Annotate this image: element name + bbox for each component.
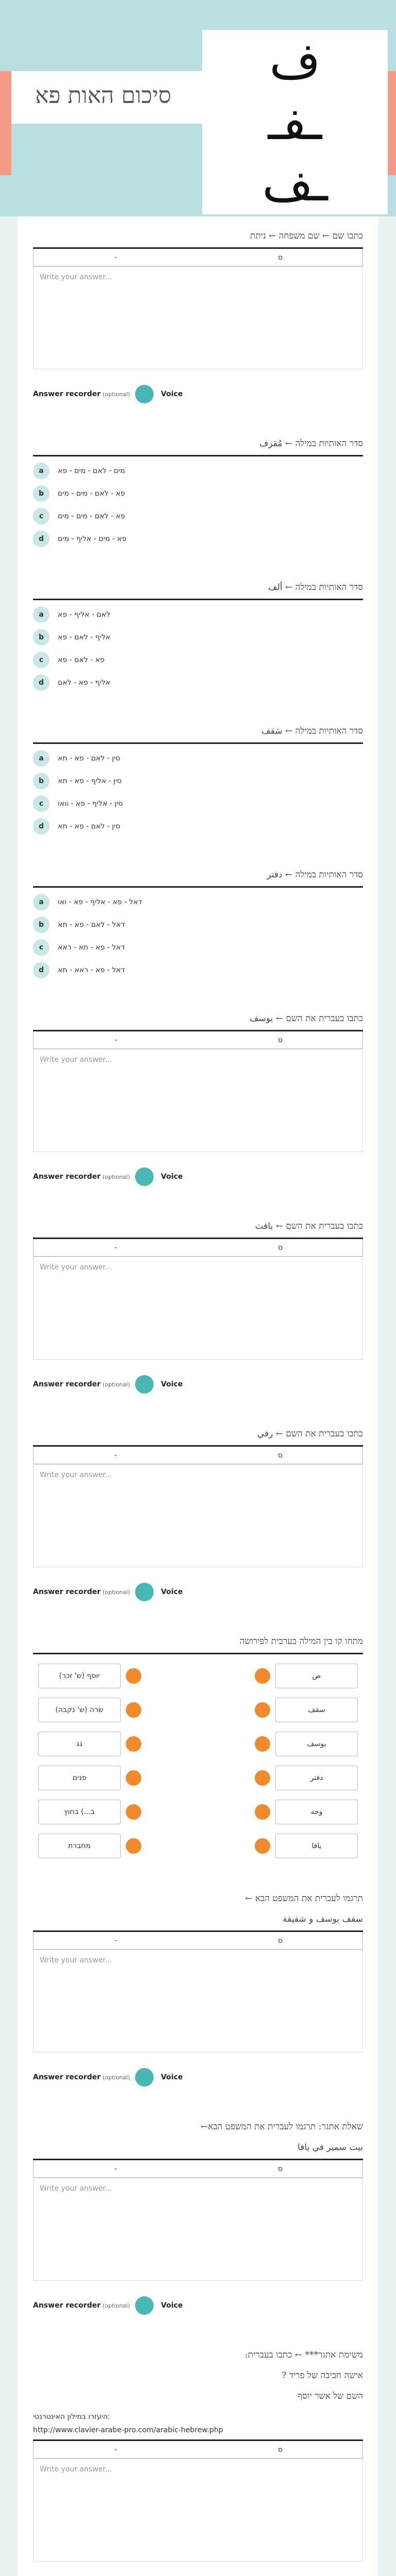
match-row <box>38 1664 358 1688</box>
choice-b[interactable] <box>33 917 363 933</box>
col-right: ס <box>277 1937 283 1945</box>
question-title: כתבו שם ← שם משפחה ← ניתת <box>250 231 363 241</box>
question-2 <box>33 434 363 547</box>
recorder-optional: (optional) <box>102 2302 130 2309</box>
choice-letter: b <box>33 917 50 933</box>
answer-table-header <box>33 249 363 266</box>
question-title: סדר האותיות במילה ← ألف <box>268 582 363 592</box>
voice-record-button[interactable] <box>135 2296 154 2315</box>
choice-b[interactable] <box>33 485 363 502</box>
match-right-item: يافا <box>275 1834 358 1858</box>
col-left: - <box>114 2446 118 2454</box>
answer-table-header <box>33 1239 363 1257</box>
col-left: - <box>114 2165 118 2173</box>
recorder-label: Answer recorder <box>33 1173 101 1181</box>
header-accent-left <box>0 71 11 175</box>
choice-text: לאם - אליף - פא <box>58 611 111 619</box>
answer-recorder <box>33 385 363 403</box>
choice-a[interactable] <box>33 750 363 767</box>
choice-letter: a <box>33 463 50 479</box>
voice-label: Voice <box>161 2073 183 2081</box>
dictionary-link[interactable]: http://www.clavier-arabe-pro.com/arabic-hebrew.php <box>33 2426 223 2434</box>
recorder-label: Answer recorder <box>33 2073 101 2081</box>
answer-input[interactable]: Write your answer... <box>33 1950 363 2053</box>
voice-record-button[interactable] <box>135 1375 154 1394</box>
voice-label: Voice <box>161 1173 183 1181</box>
choice-text: דאל - לאם - פא - תא <box>58 921 125 929</box>
answer-input[interactable]: Write your answer... <box>33 1257 363 1360</box>
choice-text: אליף - לאם - פא <box>58 633 111 641</box>
choice-text: דאל - פא - ראא - תא <box>58 966 125 974</box>
answer-input[interactable]: Write your answer... <box>33 266 363 369</box>
letter-card <box>202 30 388 214</box>
recorder-label: Answer recorder <box>33 1380 101 1388</box>
choice-text: דאל - פא - אליף - פא - ואו <box>58 898 142 906</box>
choice-text: פא - לאם - מים - מים <box>58 512 125 520</box>
answer-recorder <box>33 1583 363 1601</box>
choice-a[interactable] <box>33 894 363 910</box>
match-connector[interactable] <box>126 1770 141 1786</box>
question-sentence: بيت سمير في يافا <box>298 2142 363 2153</box>
choice-text: סין - לאם - פא - תא <box>58 822 121 831</box>
question-title: משימת אתגר*** ← כתבו בעברית: <box>244 2350 363 2360</box>
choice-c[interactable] <box>33 939 363 956</box>
question-title: כתבו בעברית את השם ← يوسف <box>249 1013 363 1024</box>
answer-input[interactable]: Write your answer... <box>33 2178 363 2281</box>
match-row <box>38 1766 358 1790</box>
answer-recorder <box>33 1167 363 1186</box>
recorder-label: Answer recorder <box>33 2301 101 2310</box>
choice-letter: d <box>33 674 50 691</box>
glyph-final: ـف <box>262 155 328 213</box>
choice-b[interactable] <box>33 629 363 646</box>
choice-letter: a <box>33 750 50 767</box>
voice-label: Voice <box>161 1588 183 1596</box>
question-8 <box>33 1425 363 1601</box>
col-left: - <box>114 1036 118 1044</box>
divider <box>33 886 363 888</box>
question-line-1: אישה חביבה של פריד ? <box>282 2370 363 2381</box>
answer-input[interactable]: Write your answer... <box>33 2459 363 2562</box>
col-right: ס <box>277 253 283 262</box>
question-line-2: השם של אשר יוסף <box>298 2391 363 2401</box>
match-connector[interactable] <box>255 1804 270 1820</box>
recorder-optional: (optional) <box>102 2074 130 2081</box>
match-connector[interactable] <box>126 1668 141 1684</box>
choice-text: סין - לאם - פא - תא <box>58 754 121 762</box>
match-right-item: سقف <box>275 1698 358 1722</box>
choice-d[interactable] <box>33 531 363 547</box>
answer-recorder <box>33 2068 363 2087</box>
match-left-item: ב...) בחוץ <box>38 1800 121 1824</box>
recorder-optional: (optional) <box>102 1381 130 1388</box>
recorder-optional: (optional) <box>102 1588 130 1596</box>
choice-letter: a <box>33 606 50 623</box>
match-connector[interactable] <box>126 1804 141 1820</box>
recorder-label: Answer recorder <box>33 1588 101 1596</box>
answer-table-header <box>33 2441 363 2459</box>
match-row <box>38 1732 358 1756</box>
choice-letter: b <box>33 629 50 646</box>
choice-text: דאל - פא - תא - ראא <box>58 943 125 952</box>
match-connector[interactable] <box>126 1838 141 1854</box>
match-left-item: מחברת <box>38 1834 121 1858</box>
question-10 <box>33 1889 363 2087</box>
recorder-label: Answer recorder <box>33 390 101 398</box>
choice-c[interactable] <box>33 795 363 812</box>
question-title: כתבו בעברית את השם ← رفي <box>257 1429 363 1439</box>
choice-letter: d <box>33 962 50 978</box>
glyph-initial: ف <box>269 31 321 90</box>
answer-recorder <box>33 1375 363 1394</box>
choice-letter: d <box>33 818 50 835</box>
col-left: - <box>114 253 118 262</box>
question-title: תרגמו לעברית את המשפט הבא ← <box>245 1893 363 1904</box>
question-9 <box>33 1632 363 1858</box>
choice-text: מים - לאם - מים - פא <box>58 467 125 475</box>
choice-letter: a <box>33 894 50 910</box>
question-6 <box>33 1009 363 1186</box>
col-left: - <box>114 1244 118 1252</box>
divider <box>33 1653 363 1654</box>
match-connector[interactable] <box>126 1702 141 1718</box>
answer-table-header <box>33 1447 363 1464</box>
col-right: ס <box>277 1451 283 1460</box>
answer-input[interactable]: Write your answer... <box>33 1049 363 1152</box>
choice-letter: b <box>33 773 50 789</box>
voice-label: Voice <box>161 2301 183 2310</box>
col-right: ס <box>277 1036 283 1044</box>
question-3 <box>33 578 363 691</box>
question-1 <box>33 227 363 403</box>
choice-d[interactable] <box>33 674 363 691</box>
match-row <box>38 1834 358 1858</box>
match-connector[interactable] <box>255 1838 270 1854</box>
question-title: מתחו קו בין המילה בערבית לפירושה <box>239 1636 363 1647</box>
answer-input[interactable]: Write your answer... <box>33 1464 363 1567</box>
question-sentence: سقف يوسف و شفيقة <box>283 1914 363 1924</box>
choice-text: פא - מים - אליף - מים <box>58 535 127 543</box>
col-left: - <box>114 1451 118 1460</box>
answer-table-header <box>33 1932 363 1950</box>
choice-letter: d <box>33 531 50 547</box>
answer-table-header <box>33 1031 363 1049</box>
divider <box>33 599 363 600</box>
match-right-item: دفتر <box>275 1766 358 1790</box>
page-title: סיכום האות פא <box>35 82 172 109</box>
voice-label: Voice <box>161 1380 183 1388</box>
choice-text: פא - לאם - מים - מים <box>58 489 125 498</box>
choice-c[interactable] <box>33 652 363 668</box>
match-right-item: ص <box>275 1664 358 1688</box>
dictionary-hint <box>33 2413 363 2421</box>
question-7 <box>33 1217 363 1394</box>
voice-record-button[interactable] <box>135 1167 154 1186</box>
choice-letter: c <box>33 795 50 812</box>
choice-letter: c <box>33 652 50 668</box>
recorder-optional: (optional) <box>102 391 130 398</box>
match-right-item: وجه <box>275 1800 358 1824</box>
match-connector[interactable] <box>126 1736 141 1752</box>
choice-letter: c <box>33 939 50 956</box>
match-connector[interactable] <box>255 1736 270 1752</box>
col-right: ס <box>277 1244 283 1252</box>
choice-c[interactable] <box>33 508 363 524</box>
choice-text: סין - אליף - פא - וואו <box>58 800 123 808</box>
match-left-item: גג <box>38 1732 121 1756</box>
match-row <box>38 1698 358 1722</box>
voice-record-button[interactable] <box>135 2068 154 2087</box>
choice-d[interactable] <box>33 818 363 835</box>
choice-text: סין - אליף - פא - תא <box>58 777 122 785</box>
question-title: סדר האותיות במילה ← سَقف <box>261 726 363 736</box>
match-left-item: שרה (ש' נקבה) <box>38 1698 121 1722</box>
match-connector[interactable] <box>255 1702 270 1718</box>
choice-text: אליף - פא - לאם <box>58 679 111 687</box>
col-right: ס <box>277 2165 283 2173</box>
voice-record-button[interactable] <box>135 385 154 403</box>
choice-d[interactable] <box>33 962 363 978</box>
choice-letter: c <box>33 508 50 524</box>
question-title: סדר האותיות במילה ← دفتر <box>267 870 363 880</box>
question-12 <box>33 2346 363 2576</box>
hint-text: היעזרו במילון האינטרנטי: <box>33 2413 110 2421</box>
answer-recorder <box>33 2296 363 2315</box>
match-row <box>38 1800 358 1824</box>
voice-record-button[interactable] <box>135 1583 154 1601</box>
col-right: ס <box>277 2446 283 2454</box>
divider <box>33 455 363 456</box>
match-left-item: יוסף (ש' זכר) <box>38 1664 121 1688</box>
match-connector[interactable] <box>255 1770 270 1786</box>
divider <box>33 742 363 744</box>
recorder-optional: (optional) <box>102 1173 130 1180</box>
question-title: שאלת אתגר: תרגמו לעברית את המשפט הבא← <box>201 2122 363 2132</box>
answer-table-header <box>33 2160 363 2178</box>
choice-b[interactable] <box>33 773 363 789</box>
header <box>0 0 396 216</box>
choice-a[interactable] <box>33 463 363 479</box>
worksheet <box>18 216 378 2576</box>
match-right-item: يوسف <box>275 1732 358 1756</box>
match-left-item: פנים <box>38 1766 121 1790</box>
question-11 <box>33 2117 363 2315</box>
col-left: - <box>114 1937 118 1945</box>
question-5 <box>33 866 363 978</box>
choice-letter: b <box>33 485 50 502</box>
choice-a[interactable] <box>33 606 363 623</box>
glyph-medial: ـفـ <box>268 93 322 151</box>
question-title: סדר האותיות במילה ← مُقرف <box>259 438 363 449</box>
choice-text: פא - לאם - פא <box>58 656 105 664</box>
voice-label: Voice <box>161 390 183 398</box>
question-title: כתבו בעברית את השם ← يافث <box>255 1221 363 1231</box>
question-4 <box>33 722 363 835</box>
match-connector[interactable] <box>255 1668 270 1684</box>
